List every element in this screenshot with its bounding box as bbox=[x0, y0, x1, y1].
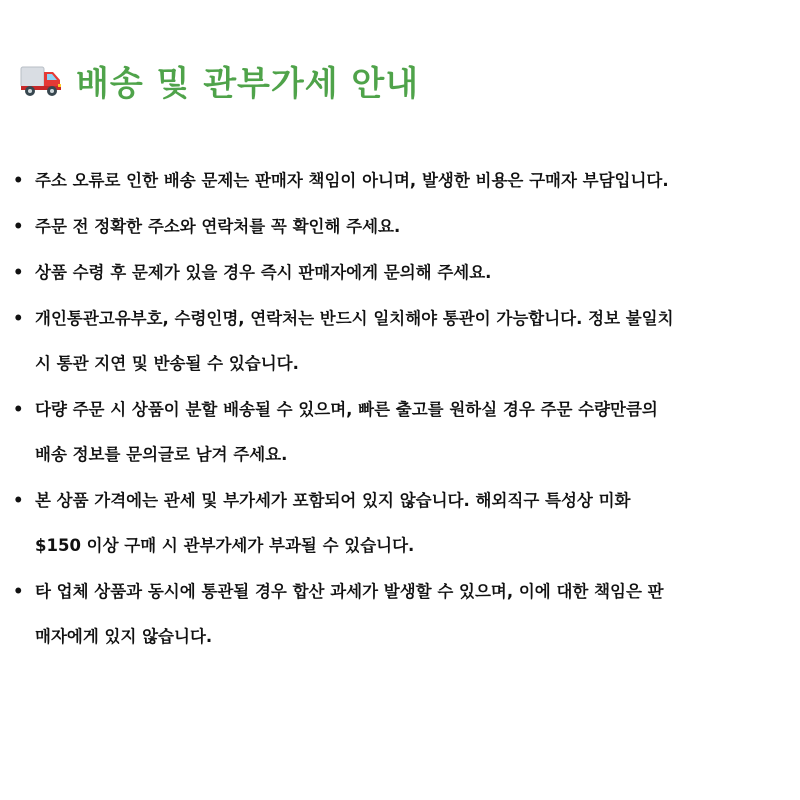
bullet-icon: • bbox=[13, 171, 24, 190]
bullet-icon: • bbox=[13, 491, 24, 510]
bullet-icon: • bbox=[13, 400, 24, 419]
bullet-icon: • bbox=[13, 582, 24, 601]
bullet-icon: • bbox=[13, 217, 24, 236]
bullet-icon: • bbox=[13, 263, 24, 282]
notice-item bbox=[0, 296, 800, 386]
notice-text-line: 타 업체 상품과 동시에 통관될 경우 합산 과세가 발생할 수 있으며, 이에 대한 책임은 판 bbox=[35, 582, 664, 601]
notice-list bbox=[0, 158, 800, 660]
notice-text-line: 개인통관고유부호, 수령인명, 연락처는 반드시 일치해야 통관이 가능합니다. 정보 불일치 bbox=[35, 309, 674, 328]
notice-item bbox=[0, 250, 800, 295]
notice-item bbox=[0, 387, 800, 477]
notice-item bbox=[0, 204, 800, 249]
notice-item bbox=[0, 569, 800, 659]
notice-text-line: 본 상품 가격에는 관세 및 부가세가 포함되어 있지 않습니다. 해외직구 특성상 미화 bbox=[35, 491, 631, 510]
notice-item bbox=[0, 158, 800, 203]
notice-text-line: 배송 정보를 문의글로 남겨 주세요. bbox=[35, 445, 288, 464]
notice-header bbox=[20, 54, 419, 106]
delivery-truck-icon bbox=[20, 62, 62, 98]
notice-text-line: 다량 주문 시 상품이 분할 배송될 수 있으며, 빠른 출고를 원하실 경우 주문 수량만큼의 bbox=[35, 400, 658, 419]
notice-text-line: 주문 전 정확한 주소와 연락처를 꼭 확인해 주세요. bbox=[35, 217, 401, 236]
bullet-icon: • bbox=[13, 309, 24, 328]
notice-text-line: 매자에게 있지 않습니다. bbox=[35, 627, 213, 646]
page-title: 배송 및 관부가세 안내 bbox=[76, 63, 420, 104]
notice-text-line: $150 이상 구매 시 관부가세가 부과될 수 있습니다. bbox=[35, 536, 415, 555]
notice-text-line: 상품 수령 후 문제가 있을 경우 즉시 판매자에게 문의해 주세요. bbox=[35, 263, 492, 282]
notice-text-line: 주소 오류로 인한 배송 문제는 판매자 책임이 아니며, 발생한 비용은 구매자 부담입니다. bbox=[35, 171, 669, 190]
notice-item bbox=[0, 478, 800, 568]
notice-text-line: 시 통관 지연 및 반송될 수 있습니다. bbox=[35, 354, 299, 373]
